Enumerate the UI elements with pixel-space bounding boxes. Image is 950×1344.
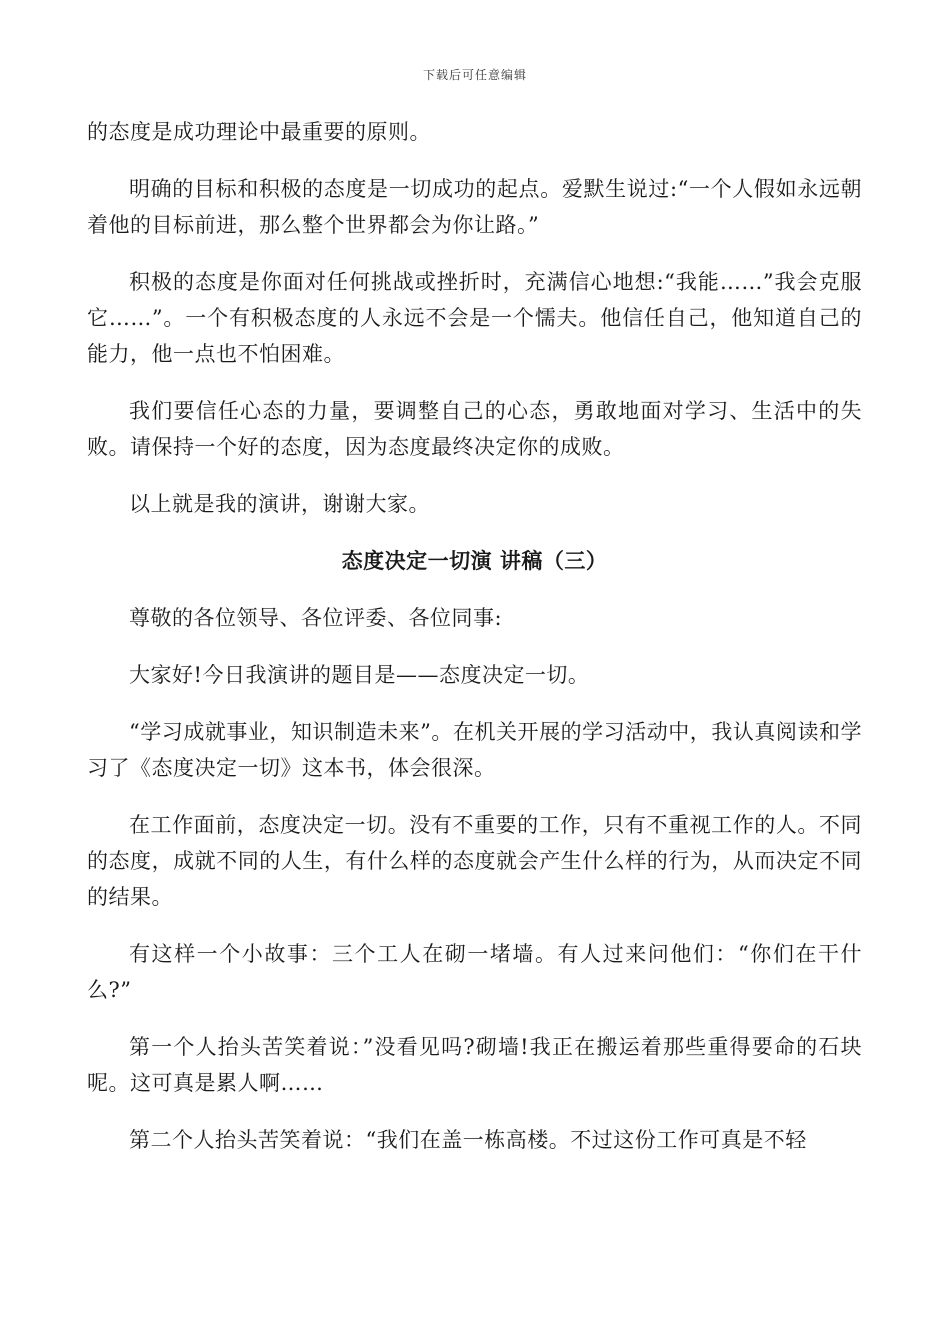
section-title: 态度决定一切演 讲稿（三）: [341, 549, 608, 573]
paragraph-continuation: 的态度是成功理论中最重要的原则。: [87, 120, 431, 144]
paragraph: 大家好!今日我演讲的题目是——态度决定一切。: [129, 663, 590, 687]
paragraph: 我们要信任心态的力量，要调整自己的心态，勇敢地面对学习、生活中的失败。请保持一个好的态度，因为态度最终决定你的成败。: [87, 399, 862, 459]
salutation: 尊敬的各位领导、各位评委、各位同事:: [129, 606, 503, 630]
paragraph: “学习成就事业，知识制造未来”。在机关开展的学习活动中，我认真阅读和学习了《态度决定一切》这本书，体会很深。: [87, 720, 862, 780]
paragraph: 积极的态度是你面对任何挑战或挫折时，充满信心地想:“我能……”我会克服它……”。一个有积极态度的人永远不会是一个懦夫。他信任自己，他知道自己的能力，他一点也不怕困难。: [87, 270, 862, 366]
paragraph: 第二个人抬头苦笑着说：“我们在盖一栋高楼。不过这份工作可真是不轻: [129, 1128, 807, 1152]
document-body: [87, 114, 862, 1179]
paragraph: 明确的目标和积极的态度是一切成功的起点。爱默生说过:“一个人假如永远朝着他的目标前进，那么整个世界都会为你让路。”: [87, 177, 862, 237]
paragraph: 在工作面前，态度决定一切。没有不重要的工作，只有不重视工作的人。不同的态度，成就不同的人生，有什么样的态度就会产生什么样的行为，从而决定不同的结果。: [87, 813, 862, 909]
paragraph: 有这样一个小故事：三个工人在砌一堵墙。有人过来问他们：“你们在干什么?”: [87, 942, 862, 1002]
paragraph: 以上就是我的演讲，谢谢大家。: [129, 492, 430, 516]
paragraph: 第一个人抬头苦笑着说：”没看见吗?砌墙!我正在搬运着那些重得要命的石块呢。这可真是累人啊……: [87, 1035, 862, 1095]
page-header: 下载后可任意编辑: [422, 68, 527, 82]
